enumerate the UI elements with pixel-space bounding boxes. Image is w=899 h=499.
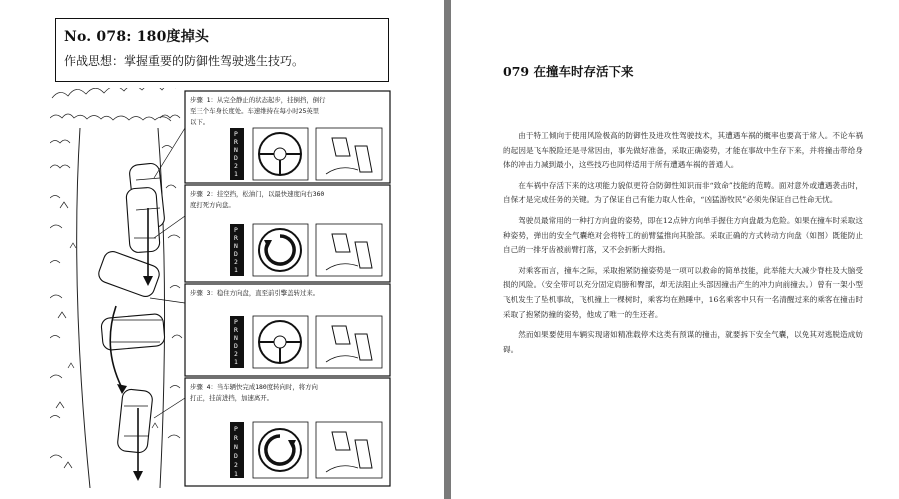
step-1-line-2: 至三个车身长度处。车速维持在每小时25英里 (190, 107, 320, 115)
body-text (503, 129, 863, 363)
car-position-2 (126, 187, 160, 253)
left-page (0, 0, 444, 499)
svg-text:P: P (234, 318, 238, 326)
paragraph-2: 在车祸中存活下来的这项能力貌似更符合防御性知识而非“致命”技能的范畴。面对意外或遭遇袭击时，自保才是完成任务的关键。为了保证自己有能力取人性命，“凶猛游牧民”必须先保证自己性命无忧。 (503, 180, 863, 205)
svg-text:1: 1 (234, 470, 238, 478)
step-2-line-2: 度打死方向盘。 (190, 201, 235, 209)
step-1-line-1: 步骤 1：从完全静止的状态起步，挂倒挡，倒行 (190, 96, 326, 104)
road-edge-left (77, 128, 90, 488)
step-3-line-1: 步骤 3：稳住方向盘，直至前引擎盖转过来。 (190, 289, 320, 297)
step-4-line-1: 步骤 4：当车辆快完成180度转向时，将方向 (190, 383, 318, 391)
chapter-subtitle: 作战思想：掌握重要的防御性驾驶逃生技巧。 (64, 54, 305, 68)
svg-text:R: R (234, 434, 238, 442)
svg-text:D: D (234, 452, 238, 460)
pedals-icon (316, 316, 382, 368)
car-position-5 (117, 389, 153, 454)
step-panel-3 (185, 284, 390, 376)
chapter-title: No. 078: 180度掉头 (64, 29, 210, 45)
gear-shifter-icon (230, 224, 244, 276)
car-position-3 (96, 249, 161, 299)
svg-text:N: N (234, 334, 238, 342)
svg-text:2: 2 (234, 162, 238, 170)
step-panel-2 (185, 185, 390, 282)
right-page (451, 0, 899, 499)
gear-shifter-icon (230, 128, 244, 180)
section-title: 079 在撞车时存活下来 (503, 64, 634, 79)
svg-text:N: N (234, 443, 238, 451)
svg-text:2: 2 (234, 350, 238, 358)
step-panel-4 (185, 378, 390, 486)
svg-text:2: 2 (234, 258, 238, 266)
steering-wheel-icon (253, 128, 308, 180)
step-2-line-1: 步骤 2：挂空挡，松油门，以最快速度向右360 (190, 190, 325, 198)
step-1-line-3: 以下。 (190, 118, 210, 126)
paragraph-1: 由于特工倾向于使用风险极高的防御性及进攻性驾驶技术，其遭遇车祸的概率也要高于常人。不论车祸的起因是飞车脱险还是寻常因由，事先做好准备，采取正确姿势，才能在事故中生存下来，并将撞击带给身体的冲击力减到最小，这些技巧也同样适用于所有遭遇车祸的普通人。 (503, 131, 863, 170)
pedals-icon (316, 422, 382, 478)
step-panel-1 (185, 91, 390, 183)
chapter-header-box (55, 18, 389, 82)
paragraph-3: 驾驶员最常用的一种打方向盘的姿势，即在12点钟方向单手握住方向盘最为危险。如果在撞车时采取这种姿势，弹出的安全气囊绝对会将特工的前臂猛推向其脸部。采取正确的方式转动方向盘（如图）既能防止自己的一排牙齿被前臂打落，又不会折断大拇指。 (503, 215, 863, 255)
svg-text:D: D (234, 154, 238, 162)
svg-text:N: N (234, 146, 238, 154)
gear-shifter-icon (230, 316, 244, 368)
svg-text:N: N (234, 242, 238, 250)
svg-text:R: R (234, 234, 238, 242)
steering-wheel-rotate-icon (253, 224, 308, 276)
svg-text:D: D (234, 342, 238, 350)
svg-text:P: P (234, 130, 238, 138)
svg-text:2: 2 (234, 461, 238, 469)
steering-wheel-rotate-icon (253, 422, 308, 478)
svg-text:R: R (234, 138, 238, 146)
svg-text:P: P (234, 425, 238, 433)
step-4-line-2: 打正，挂前进挡，加速离开。 (190, 394, 274, 402)
paragraph-5: 然而如果要使用车辆实现诸如精准载停术这类有预谋的撞击，就要拆下安全气囊，以免其对逃脱造成妨碍。 (503, 330, 863, 354)
svg-text:1: 1 (234, 266, 238, 274)
svg-text:P: P (234, 226, 238, 234)
pedals-icon (316, 224, 382, 276)
gear-shifter-icon (230, 422, 244, 478)
svg-text:D: D (234, 250, 238, 258)
svg-text:R: R (234, 326, 238, 334)
turnaround-illustration (50, 88, 392, 490)
book-spine (444, 0, 451, 499)
svg-text:1: 1 (234, 358, 238, 366)
steering-wheel-icon (253, 316, 308, 368)
paragraph-4: 对乘客而言，撞车之际，采取抱紧防撞姿势是一项可以救命的简单技能，此举能大大减少脊柱及大脑受损的风险。（安全带可以充分固定肩膀和臀部，却无法阻止头部因撞击产生的冲力向前撞去。）曾有一架小型飞机发生了坠机事故，飞机撞上一棵树时，乘客均在熟睡中，16名乘客中只有一名清醒过来的乘客在撞击时采取了抱紧防撞的姿势，他成了唯一的生还者。 (503, 265, 863, 319)
svg-text:1: 1 (234, 170, 238, 178)
pedals-icon (316, 128, 382, 180)
